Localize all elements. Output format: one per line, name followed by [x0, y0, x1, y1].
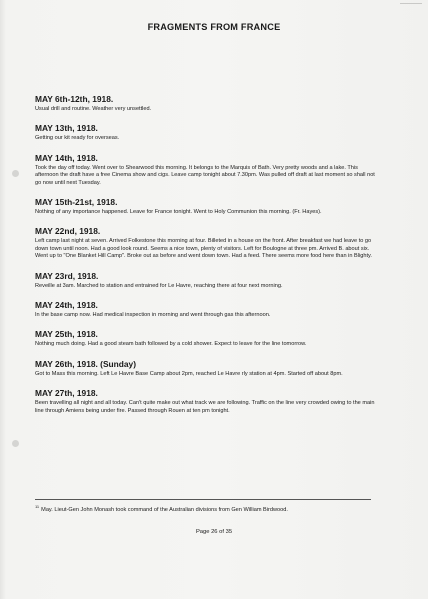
entry-text: Getting our kit ready for overseas.: [35, 135, 120, 142]
entry-text: Left camp last night at seven. Arrived Folkestone this morning at four. Billeted in a house on the front. After breakfast we had leave to go down town until noon. Had a good look round. Seems a nice town, plenty of visitors. Left for Boulogne at three pm. Arrived B. about six. Went up to "One Blanket Hill Camp". Broke out as before and went down town. Had a feed. There seems more food here than in Blighty.: [35, 238, 372, 260]
entry-text: Nothing of any importance happened. Leave for France tonight. Went to Holy Communion this morning. (Fr. Hayes).: [35, 209, 322, 216]
entry-heading: MAY 23rd, 1918.: [35, 270, 99, 281]
diary-entry: [35, 197, 380, 216]
entry-heading: MAY 25th, 1918.: [35, 329, 98, 340]
entry-text: Nothing much doing. Had a good steam bath followed by a cold shower. Expect to leave for the line tomorrow.: [35, 341, 307, 348]
entry-heading: MAY 14th, 1918.: [35, 152, 98, 163]
diary-entry: [35, 123, 380, 142]
footnote-text: May. Lieut-Gen John Monash took command of the Australian divisions from Gen William Birdwood.: [41, 506, 288, 513]
entry-text: Been travelling all night and all today. Can't quite make out what track we are following. Traffic on the line very crowded owing to the main line through Amiens being under fire. Passed through Rouen at ten pm tonight.: [35, 400, 375, 414]
diary-entry: [35, 300, 380, 319]
entry-heading: MAY 13th, 1918.: [35, 123, 98, 134]
diary-entry: [35, 329, 380, 348]
punch-hole: [12, 440, 19, 447]
diary-entries: [35, 94, 380, 425]
page-title: FRAGMENTS FROM FRANCE: [147, 22, 281, 32]
entry-text: Got to Mass this morning. Left Le Havre Base Camp about 2pm, reached Le Havre rly station at 4pm. Started off about 8pm.: [35, 370, 343, 377]
entry-heading: MAY 22nd, 1918.: [35, 226, 101, 237]
entry-text: Reveille at 3am. Marched to station and entrained for Le Havre, reaching there at four next morning.: [35, 282, 283, 289]
page-number: Page 26 of 35: [195, 529, 233, 535]
punch-hole: [12, 170, 19, 177]
footnote-marker: 11: [35, 504, 40, 509]
entry-text: Took the day off today. Went over to Shearwood this morning. It belongs to the Marquis of Bath. Very pretty woods and a lake. This afternoon the draft have a free Cinema show and cigs. Leave camp tonight about 7.30pm. Was pulled off draft at last moment so shall not go now until next Tuesday.: [35, 164, 375, 186]
entry-heading: MAY 27th, 1918.: [35, 388, 98, 399]
diary-entry: [35, 94, 380, 113]
footnote: [35, 503, 380, 514]
diary-entry: [35, 271, 380, 290]
entry-heading: MAY 15th-21st, 1918.: [35, 197, 118, 208]
scan-mark: [400, 3, 422, 4]
entry-text: In the base camp now. Had medical inspection in morning and went through gas this afternoon.: [35, 312, 271, 319]
entry-heading: MAY 24th, 1918.: [35, 300, 98, 311]
diary-entry: [35, 359, 380, 378]
entry-heading: MAY 6th-12th, 1918.: [35, 94, 114, 104]
footnote-divider: [35, 499, 371, 500]
entry-text: Usual drill and routine. Weather very unsettled.: [35, 106, 152, 112]
entry-heading: MAY 26th, 1918. (Sunday): [35, 358, 137, 369]
diary-entry: [35, 226, 380, 260]
diary-entry: [35, 153, 380, 187]
diary-entry: [35, 388, 380, 415]
